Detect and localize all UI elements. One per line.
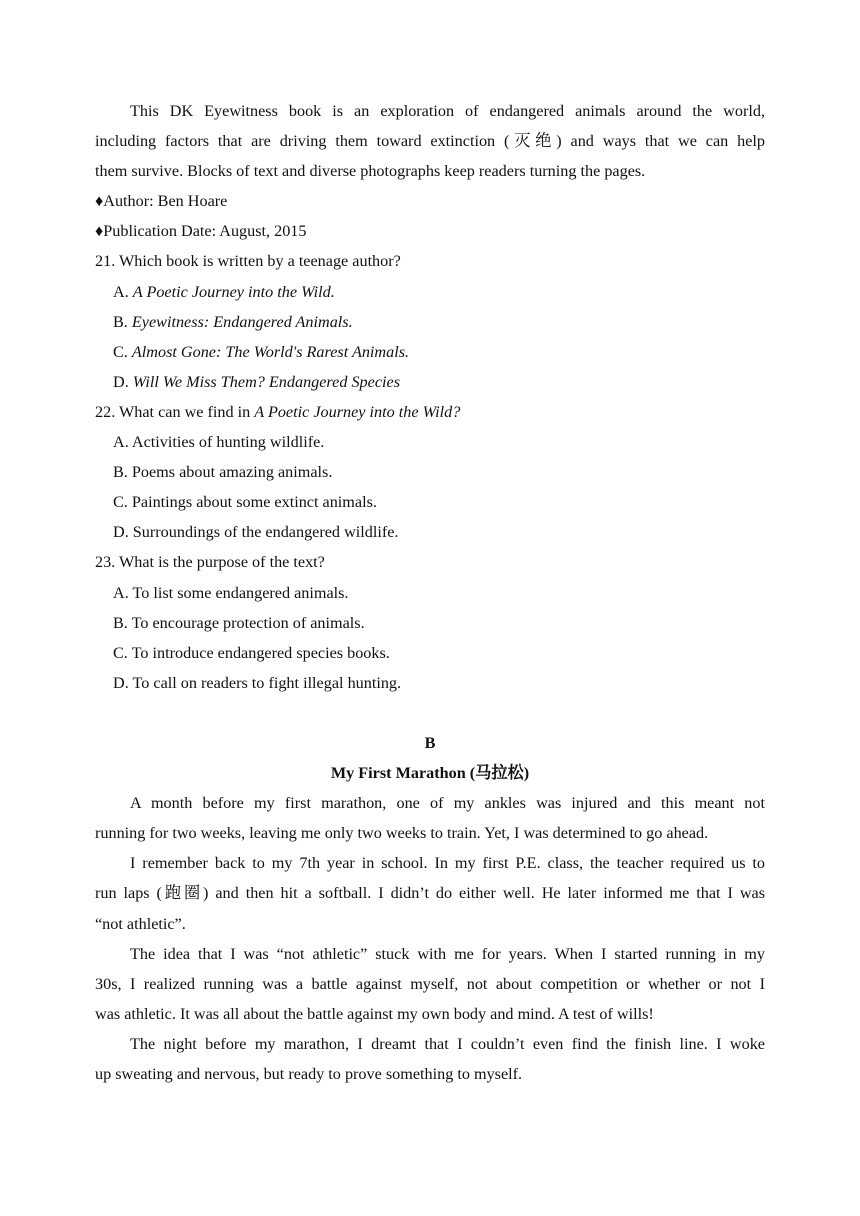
- passage-title: My First Marathon (马拉松): [330, 764, 530, 783]
- question-23-option-d: D. To call on readers to fight illegal hunting.: [113, 673, 402, 692]
- passage-p2-line-1: I remember back to my 7th year in school. In my first P.E. class, the teacher required us to: [130, 854, 765, 873]
- question-22-prefix: 22. What can we find in: [95, 402, 255, 421]
- option-letter: D.: [113, 372, 133, 391]
- passage-p4-line-1: The night before my marathon, I dreamt that I couldn’t even find the finish line. I woke: [130, 1034, 765, 1053]
- passage-p1-line-1: A month before my first marathon, one of my ankles was injured and this meant not: [130, 794, 765, 813]
- question-22-stem: [95, 397, 765, 427]
- passage-p2-line-2: run laps (跑圈) and then hit a softball. I didn’t do either well. He later informed me that I was: [95, 884, 765, 903]
- section-spacer: [95, 698, 765, 728]
- question-22-option-c: C. Paintings about some extinct animals.: [113, 493, 377, 512]
- option-text: Almost Gone: The World's Rarest Animals.: [131, 342, 410, 361]
- question-21-option-a: [95, 277, 765, 307]
- section-letter: B: [424, 733, 436, 752]
- question-23-option-a: A. To list some endangered animals.: [113, 583, 349, 602]
- question-23-stem: 23. What is the purpose of the text?: [95, 553, 325, 572]
- option-letter: A.: [113, 282, 133, 301]
- question-21-option-b: [95, 307, 765, 337]
- option-letter: B.: [113, 312, 132, 331]
- option-text: Eyewitness: Endangered Animals.: [131, 312, 353, 331]
- question-21-option-d: [95, 367, 765, 397]
- question-23-option-b: B. To encourage protection of animals.: [113, 613, 365, 632]
- passage-p4-line-2: up sweating and nervous, but ready to prove something to myself.: [95, 1065, 523, 1083]
- intro-line-3: them survive. Blocks of text and diverse photographs keep readers turning the pages.: [95, 162, 646, 181]
- author-line: ♦Author: Ben Hoare: [95, 192, 228, 211]
- passage-p3-line-3: was athletic. It was all about the battle against my own body and mind. A test of wills!: [95, 1004, 654, 1023]
- passage-p2-line-3: “not athletic”.: [95, 914, 186, 933]
- question-21-stem: 21. Which book is written by a teenage author?: [95, 252, 401, 271]
- passage-p3-line-1: The idea that I was “not athletic” stuck with me for years. When I started running in my: [130, 944, 765, 963]
- passage-p3-line-2: 30s, I realized running was a battle against myself, not about competition or whether or not I: [95, 974, 765, 993]
- option-text: A Poetic Journey into the Wild.: [132, 282, 335, 301]
- passage-p1-line-2: running for two weeks, leaving me only two weeks to train. Yet, I was determined to go ahead.: [95, 824, 709, 843]
- option-text: Will We Miss Them? Endangered Species: [132, 372, 400, 391]
- question-22-option-d: D. Surroundings of the endangered wildlife.: [113, 523, 399, 542]
- question-22-book-title: A Poetic Journey into the Wild?: [254, 402, 461, 421]
- question-21-option-c: [95, 337, 765, 367]
- question-22-option-a: A. Activities of hunting wildlife.: [113, 433, 325, 452]
- question-23-option-c: C. To introduce endangered species books.: [113, 643, 390, 662]
- option-letter: C.: [113, 342, 132, 361]
- document-page: [95, 96, 765, 1089]
- intro-line-2: including factors that are driving them toward extinction (灭绝) and ways that we can help: [95, 132, 765, 151]
- intro-line-1: This DK Eyewitness book is an exploration of endangered animals around the world,: [130, 102, 765, 120]
- publication-date-line: ♦Publication Date: August, 2015: [95, 222, 307, 241]
- question-22-option-b: B. Poems about amazing animals.: [113, 463, 333, 482]
